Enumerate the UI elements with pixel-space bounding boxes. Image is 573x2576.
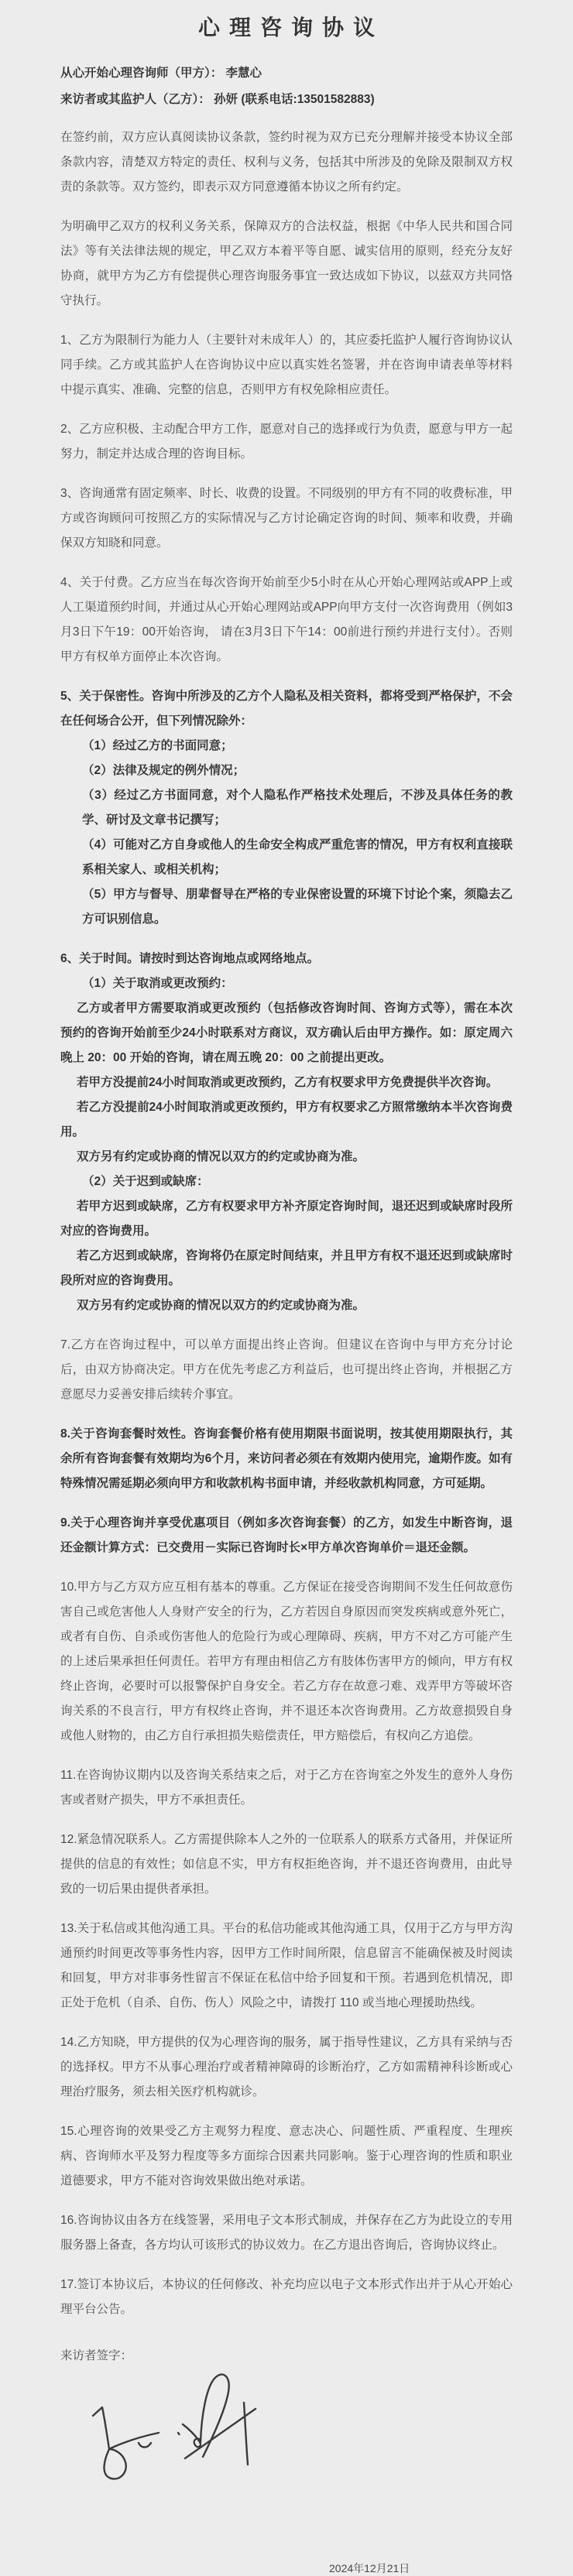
clause [60,481,513,556]
clause-line: 2、乙方应积极、主动配合甲方工作，愿意对自己的选择或行为负责，愿意与甲方一起努力，制定并达成合理的咨询目标。 [60,423,513,461]
clause-line: 7.乙方在咨询过程中，可以单方面提出终止咨询。但建议在咨询中与甲方充分讨论后，由双方协商决定。甲方在优先考虑乙方利益后，也可提出终止咨询，并根据乙方意愿尽力妥善安排后续转介事宜。 [60,1338,513,1401]
clause [60,1333,513,1407]
clause-line: 13.关于私信或其他沟通工具。平台的私信功能或其他沟通工具，仅用于乙方与甲方沟通预约时间更改等事务性内容，因甲方工作时间所限，信息留言不能确保被及时阅读和回复，甲方对非事务性留言不保证在私信中给予回复和干预。若遇到危机情况，即正处于危机（自杀、自伤、伤人）风险之中，请拨打 110 或当地心理援助热线。 [60,1922,513,2009]
clause-line: 9.关于心理咨询并享受优惠项目（例如多次咨询套餐）的乙方，如发生中断咨询，退还金额计算方式：已交费用－实际已咨询时长×甲方单次咨询单价＝退还金额。 [60,1516,513,1554]
clause-line: 4、关于付费。乙方应当在每次咨询开始前至少5小时在从心开始心理网站或APP上或人工渠道预约时间，并通过从心开始心理网站或APP向甲方支付一次咨询费用（例如3月3日下午19：00开始咨询， 请在3月3日下午14：00前进行预约并进行支付）。否则甲方有权单方面停止本次咨询。 [60,576,513,663]
signature-stroke [178,2433,180,2434]
handwritten-signature [84,2372,269,2519]
clause [60,1828,513,1902]
clause [60,2273,513,2322]
clause-line: 15.心理咨询的效果受乙方主观努力程度、意志决心、问题性质、严重程度、生理疾病、咨询师水平及努力程度等多方面综合因素共同影响。鉴于心理咨询的性质和职业道德要求，甲方不能对咨询效果做出绝对承诺。 [60,2125,513,2187]
clause [60,2030,513,2105]
clause [60,1763,513,1813]
clause-line: 若甲方没提前24小时间取消或更改预约，乙方有权要求甲方免费提供半次咨询。 [77,1076,499,1089]
clause-line: 双方另有约定或协商的情况以双方的约定或协商为准。 [77,1150,365,1163]
party-b-line: 来访者或其监护人（乙方）： 孙妍 (联系电话:13501582883) [60,93,375,106]
clause-line: 乙方或者甲方需要取消或更改预约（包括修改咨询时间、咨询方式等），需在本次预约的咨询开始前至少24小时联系对方商议，双方确认后由甲方操作。如：原定周六晚上 20：00 开始的咨询，请在周五晚 20：00 之前提出更改。 [60,1002,513,1064]
clause [60,684,513,932]
agreement-body [60,125,513,2322]
signature-stroke [244,2403,248,2465]
clause [60,1917,513,2016]
clause-line: 17.签订本协议后，本协议的任何修改、补充均应以电子文本形式作出并于从心开始心理平台公告。 [60,2278,513,2316]
clause-line: 1、乙方为限制行为能力人（主要针对未成年人）的，其应委托监护人履行咨询协议认同手续。乙方或其监护人在咨询协议中应以真实姓名签署，并在咨询申请表单等材料中提示真实、准确、完整的信息，否则甲方有权免除相应责任。 [60,334,513,396]
clause-line: 16.咨询协议由各方在线签署，采用电子文本形式制成，并保存在乙方为此设立的专用服务器上备查，各方均认可该形式的协议效力。在乙方退出咨询后，咨询协议终止。 [60,2214,513,2252]
clause [60,2119,513,2194]
clause [60,328,513,402]
clause-line: 若甲方迟到或缺席，乙方有权要求甲方补齐原定咨询时间，退还迟到或缺席时段所对应的咨询费用。 [60,1200,513,1238]
clause-line: （5）甲方与督导、朋辈督导在严格的专业保密设置的环境下讨论个案，须隐去乙方可识别信息。 [82,888,513,926]
clause-line: （2）法律及规定的例外情况； [82,764,245,777]
clause [60,947,513,1318]
clause [60,125,513,200]
clause [60,570,513,670]
clause [60,214,513,313]
clause-line: 8.关于咨询套餐时效性。咨询套餐价格有使用期限书面说明，按其使用期限执行，其余所有咨询套餐有效期均为6个月，来访问者必须在有效期内使用完，逾期作废。如有特殊情况需延期必须向甲方和收款机构书面申请，并经收款机构同意，方可延期。 [60,1427,513,1490]
clause-line: 3、咨询通常有固定频率、时长、收费的设置。不同级别的甲方有不同的收费标准，甲方或咨询顾问可按照乙方的实际情况与乙方讨论确定咨询的时间、频率和收费，并确保双方知晓和同意。 [60,487,513,550]
page-title: 心理咨询协议 [197,15,384,39]
clause-line: （2）关于迟到或缺席： [82,1175,209,1188]
clause-line: 12.紧急情况联系人。乙方需提供除本人之外的一位联系人的联系方式备用，并保证所提供的信息的有效性；如信息不实，甲方有权拒绝咨询，并不退还咨询费用，由此导致的一切后果由提供者承担。 [60,1833,513,1896]
clause [60,2208,513,2258]
clause-line: （3）经过乙方书面同意，对个人隐私作严格技术处理后，不涉及具体任务的教学、研讨及文章书记撰写； [82,789,513,827]
signature-stroke [93,2407,159,2449]
signature-stroke [104,2449,125,2479]
signing-date: 2024年12月21日 [329,2562,410,2574]
clause [60,1511,513,1560]
clause-line: （1）关于取消或更改预约： [82,977,233,990]
clause [60,1422,513,1496]
clause-line: 14.乙方知晓，甲方提供的仅为心理咨询的服务，属于指导性建议，乙方具有采纳与否的选择权。甲方不从事心理治疗或者精神障碍的诊断治疗，乙方如需精神科诊断或心理治疗服务，须去相关医疗机构就诊。 [60,2036,513,2098]
clause-line: （4）可能对乙方自身或他人的生命安全构成严重危害的情况，甲方有权利直接联系相关家人、或相关机构； [82,838,513,876]
clause-line: 在签约前，双方应认真阅读协议条款，签约时视为双方已充分理解并接受本协议全部条款内容，清楚双方特定的责任、权利与义务，包括其中所涉及的免除及限制双方权责的条款等。双方签约，即表示双方同意遵循本协议之所有约定。 [60,131,513,194]
clause-line: （1）经过乙方的书面同意； [82,739,233,752]
signature-stroke [139,2443,151,2448]
clause-line: 若乙方没提前24小时间取消或更改预约，甲方有权要求乙方照常缴纳本半次咨询费用。 [60,1101,513,1139]
clause [60,417,513,467]
clause-line: 6、关于时间。请按时到达咨询地点或网络地点。 [60,952,320,965]
clause-line: 双方另有约定或协商的情况以双方的约定或协商为准。 [77,1299,365,1312]
clause-line: 为明确甲乙双方的权利义务关系，保障双方的合法权益，根据《中华人民共和国合同法》等有关法律法规的规定，甲乙双方本着平等自愿、诚实信用的原则，经充分友好协商，就甲方为乙方有偿提供心理咨询服务事宜一致达成如下协议，以兹双方共同恪守执行。 [60,220,513,307]
signature-stroke [183,2424,201,2447]
clause-line: 5、关于保密性。咨询中所涉及的乙方个人隐私及相关资料，都将受到严格保护，不会在任何场合公开，但下列情况除外： [60,690,513,728]
party-a-line: 从心开始心理咨询师（甲方）： 李慧心 [60,67,262,80]
clause [60,1575,513,1749]
clause-line: 若乙方迟到或缺席，咨询将仍在原定时间结束，并且甲方有权不退还迟到或缺席时段所对应的咨询费用。 [60,1249,513,1287]
clause-line: 11.在咨询协议期内以及咨询关系结束之后，对于乙方在咨询室之外发生的意外人身伤害或者财产损失，甲方不承担责任。 [60,1769,513,1807]
visitor-signature-label: 来访者签字： [60,2349,133,2362]
clause-line: 10.甲方与乙方双方应互相有基本的尊重。乙方保证在接受咨询期间不发生任何故意伤害自己或危害他人人身财产安全的行为，乙方若因自身原因而突发疾病或意外死亡，或者有自伤、自杀或伤害他人的危险行为或心理障碍、疾病，甲方不对乙方可能产生的上述后果承担任何责任。若甲方有理由相信乙方有肢体伤害甲方的倾向，甲方有权终止咨询，必要时可以报警保护自身安全。若乙方存在故意刁难、戏弄甲方等破坏咨询关系的不良言行，甲方有权终止咨询，并不退还本次咨询费用。乙方故意损毁自身或他人财物的，由乙方自行承担损失赔偿责任，甲方赔偿后，有权向乙方追偿。 [60,1581,513,1742]
